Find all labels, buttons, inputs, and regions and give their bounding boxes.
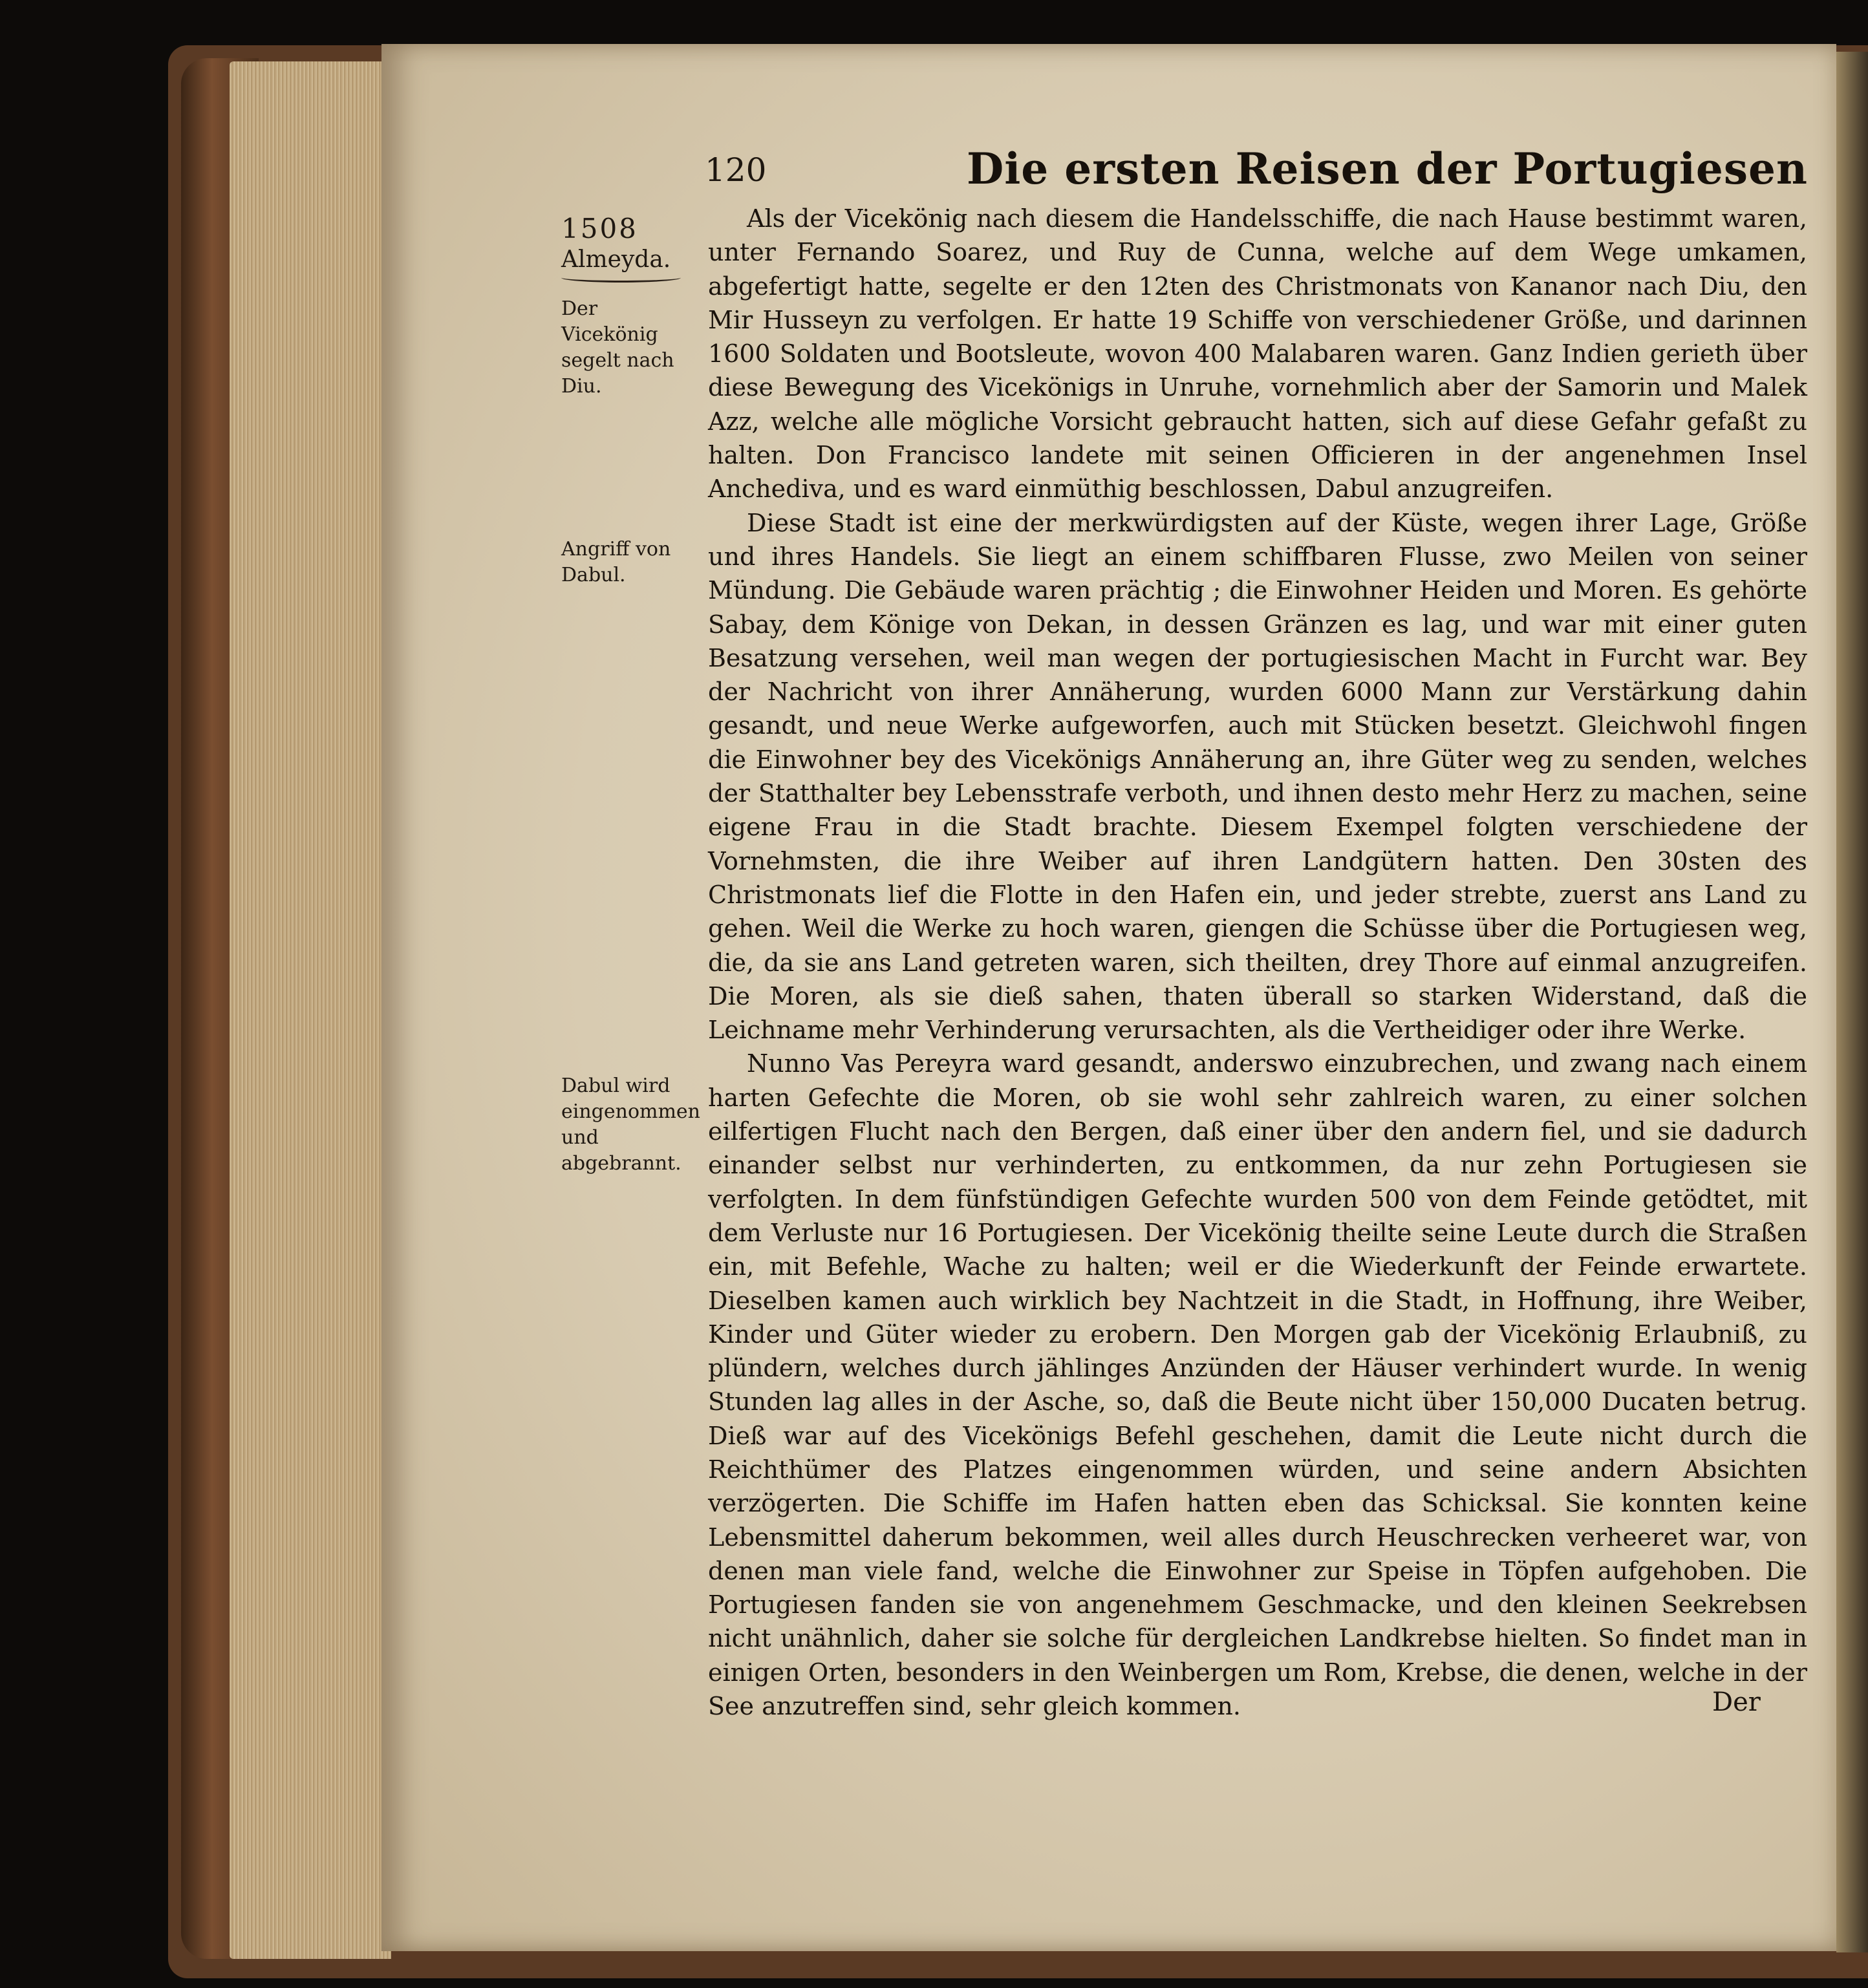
margin-note-dabul-burned: Dabul wird eingenommen und abgebrannt. — [561, 1074, 700, 1175]
margin-note-rule — [561, 273, 681, 283]
page-header-title: Die ersten Reisen der Portugiesen — [967, 144, 1809, 194]
running-head — [705, 144, 1817, 202]
main-text — [708, 202, 1807, 1723]
page-number: 120 — [705, 151, 767, 189]
paragraph-3: Nunno Vas Pereyra ward gesandt, anderswo einzubrechen, und zwang nach einem harten Gefechte die Moren, ob sie wohl sehr zahlreich waren, zu einer solchen eilfertigen Flucht nach den Bergen, daß einer über den andern fiel, und sie dadurch einander selbst nur verhinderten, zu entkommen, da nur zehn Portugiesen sie verfolgten. In dem fünfstündigen Gefechte wurden 500 von dem Feinde getödtet, mit dem Verluste nur 16 Portugiesen. Der Vicekönig theilte seine Leute durch die Straßen ein, mit Befehle, Wache zu halten; weil er die Wiederkunft der Feinde erwartete. Dieselben kamen auch wirklich bey Nachtzeit in die Stadt, in Hoffnung, ihre Weiber, Kinder und Güter wieder zu erobern. Den Morgen gab der Vicekönig Erlaubniß, zu plündern, welches durch jählinges Anzünden der Häuser verhindert wurde. In wenig Stunden lag alles in der Asche, so, daß die Beute nicht über 150,000 Ducaten betrug. Dieß war auf des Vicekönigs Befehl geschehen, damit die Leute nicht durch die Reichthümer des Platzes eingenommen würden, und seine andern Absichten verzögerten. Die Schiffe im Hafen hatten eben das Schicksal. Sie konnten keine Lebensmittel daherum bekommen, weil alles durch Heuschrecken verheeret war, von denen man viele fand, welche die Einwohner zur Speise in Töpfen aufgehoben. Die Portugiesen fanden sie von angenehmem Geschmacke, und den kleinen Seekrebsen nicht unähnlich, daher sie solche für dergleichen Landkrebse hielten. So findet man in einigen Orten, besonders in den Weinbergen um Rom, Krebse, die denen, welche in der See anzutreffen sind, sehr gleich kommen. — [708, 1049, 1807, 1721]
page-edges — [230, 61, 391, 1959]
margin-note-year: 1508 — [561, 213, 638, 244]
paragraph-2: Diese Stadt ist eine der merkwürdigsten auf der Küste, wegen ihrer Lage, Größe und ihres Handels. Sie liegt an einem schiffbaren Flusse, zwo Meilen von seiner Mündung. Die Gebäude waren prächtig ; die Einwohner Heiden und Moren. Es gehörte Sabay, dem Könige von Dekan, in dessen Gränzen es lag, und war mit einer guten Besatzung versehen, weil man wegen der portugiesischen Macht in Furcht war. Bey der Nachricht von ihrer Annäherung, wurden 6000 Mann zur Verstärkung dahin gesandt, und neue Werke aufgeworfen, auch mit Stücken besetzt. Gleichwohl fingen die Einwohner bey des Vicekönigs Annäherung an, ihre Güter weg zu senden, welches der Statthalter bey Lebensstrafe verboth, und ihnen desto mehr Herz zu machen, seine eigene Frau in die Stadt brachte. Diesem Exempel folgten verschiedene der Vornehmsten, die ihre Weiber auf ihren Landgütern hatten. Den 30sten des Christmonats lief die Flotte in den Hafen ein, und jeder strebte, zuerst ans Land zu gehen. Weil die Werke zu hoch waren, giengen die Schüsse über die Portugiesen weg, die, da sie ans Land getreten waren, sich theilten, drey Thore auf einmal anzugreifen. Die Moren, als sie dieß sahen, thaten überall so starken Widerstand, daß die Leichname mehr Verhinderung verursachten, als die Vertheidiger oder ihre Werke. — [708, 508, 1807, 1045]
catchword: Der — [1712, 1687, 1761, 1717]
margin-note-sails-to-diu: Der Vicekönig segelt nach Diu. — [561, 297, 674, 398]
margin-note-attack-dabul: Angriff von Dabul. — [561, 538, 671, 586]
paragraph-1: Als der Vicekönig nach diesem die Handelsschiffe, die nach Hause bestimmt waren, unter Fernando Soarez, und Ruy de Cunna, welche auf dem Wege umkamen, abgefertigt hatte, segelte er den 12ten des Christmonats von Kananor nach Diu, den Mir Husseyn zu verfolgen. Er hatte 19 Schiffe von verschiedener Größe, und darinnen 1600 Soldaten und Bootsleute, wovon 400 Malabaren waren. Ganz Indien gerieth über diese Bewegung des Vicekönigs in Unruhe, vornehmlich aber der Samorin und Malek Azz, welche alle mögliche Vorsicht gebraucht hatten, sich auf diese Gefahr gefaßt zu halten. Don Francisco landete mit seinen Officieren in der angenehmen Insel Anchediva, und es ward einmüthig beschlossen, Dabul anzugreifen. — [708, 204, 1807, 504]
page-gutter — [1836, 52, 1868, 1952]
margin-note-name: Almeyda. — [561, 246, 671, 273]
